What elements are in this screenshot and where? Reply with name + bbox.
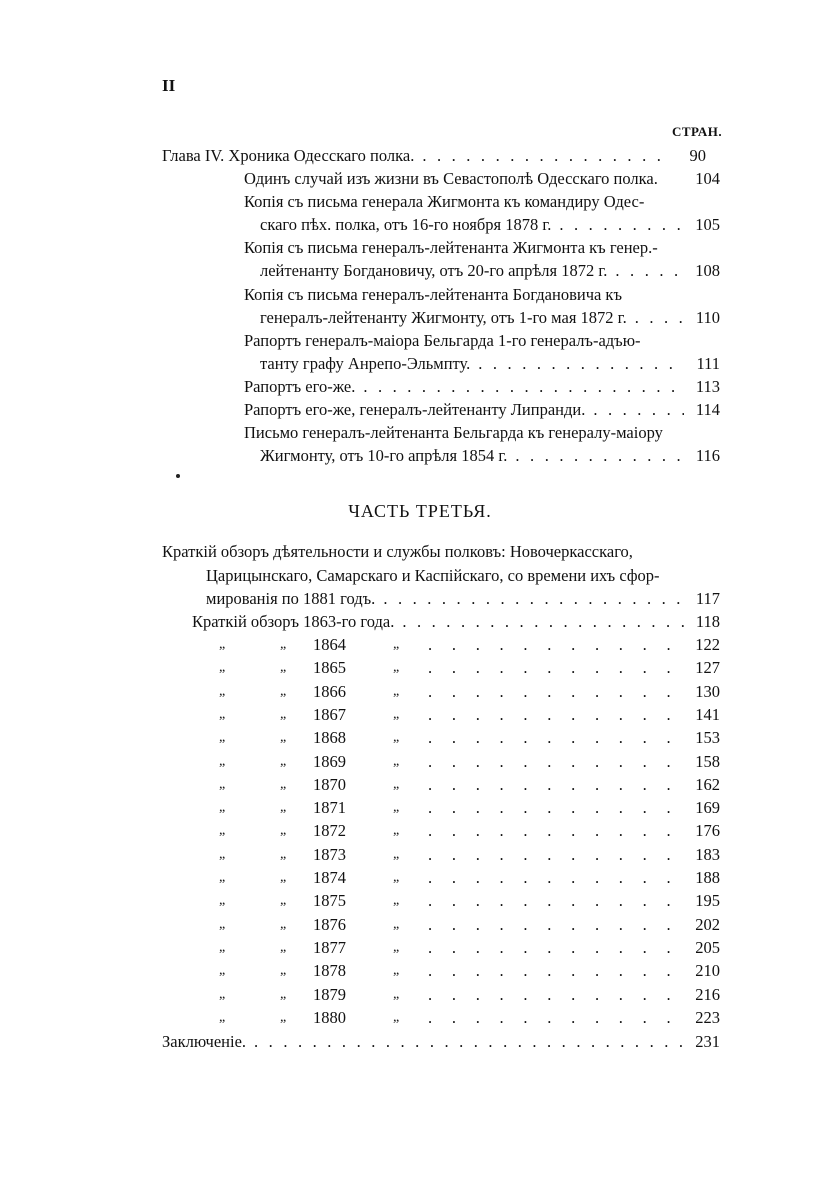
toc-entry [206, 588, 720, 610]
dot-leader [478, 353, 684, 375]
toc-page-number: 223 [695, 1007, 720, 1027]
ditto-mark: „ [219, 916, 226, 932]
year-row [0, 820, 840, 842]
ditto-mark: „ [393, 800, 400, 816]
ditto-mark: „ [219, 986, 226, 1002]
toc-page-number: 205 [695, 937, 720, 957]
toc-entry [244, 399, 720, 421]
dot-leader [515, 445, 684, 467]
toc-entry-text: скаго пѣх. полка, отъ 16-го ноября 1878 г. [260, 215, 552, 234]
toc-page-number: 90 [689, 146, 706, 165]
year-label: 1868 [313, 728, 346, 748]
dot-leader [428, 797, 672, 819]
toc-entry [260, 260, 720, 282]
toc-entry [192, 611, 720, 633]
ditto-mark: „ [393, 939, 400, 955]
year-label: 1876 [313, 914, 346, 934]
ditto-mark: „ [219, 1009, 226, 1025]
ditto-mark: „ [280, 660, 287, 676]
dot-leader [428, 867, 672, 889]
ditto-mark: „ [393, 753, 400, 769]
dot-leader [615, 260, 684, 282]
ditto-mark: „ [393, 660, 400, 676]
toc-page-number: 183 [695, 844, 720, 864]
toc-page-number: 127 [695, 658, 720, 678]
toc-page-number: 195 [695, 891, 720, 911]
toc-page-number: 141 [695, 704, 720, 724]
year-label: 1871 [313, 798, 346, 818]
ditto-mark: „ [280, 939, 287, 955]
ditto-mark: „ [393, 846, 400, 862]
dot-leader [428, 681, 672, 703]
toc-page-number: 122 [695, 635, 720, 654]
year-row [0, 984, 840, 1006]
toc-page-number: 116 [695, 446, 720, 465]
year-label: 1878 [313, 961, 346, 981]
year-label: 1880 [313, 1007, 346, 1027]
ditto-mark: „ [219, 776, 226, 792]
dot-leader [428, 820, 672, 842]
ditto-mark: „ [219, 683, 226, 699]
dot-leader [254, 1031, 684, 1053]
dot-leader [402, 611, 684, 633]
year-label: 1873 [313, 844, 346, 864]
ditto-mark: „ [393, 1009, 400, 1025]
toc-entry-text: Письмо генералъ-лейтенанта Бельгарда къ генералу-маіору [244, 423, 663, 442]
ditto-mark: „ [219, 800, 226, 816]
ditto-mark: „ [219, 939, 226, 955]
ditto-mark: „ [219, 846, 226, 862]
year-row [0, 751, 840, 773]
year-label: 1866 [313, 681, 346, 701]
toc-entry [244, 168, 720, 190]
toc-page-number: 158 [695, 751, 720, 771]
ditto-mark: „ [219, 706, 226, 722]
toc-page-number: 169 [695, 798, 720, 818]
year-row [0, 937, 840, 959]
year-label: 1865 [313, 658, 346, 678]
toc-page-number: 108 [695, 261, 720, 280]
toc-page-number: 114 [695, 400, 720, 419]
year-label: 1874 [313, 868, 346, 887]
toc-entry [244, 376, 720, 398]
year-label: 1872 [313, 821, 346, 841]
toc-entry-text: танту графу Анрепо-Эльмпту. [260, 354, 471, 373]
dot-leader [383, 588, 684, 610]
toc-entry-text: лейтенанту Богдановичу, отъ 20-го апрѣля 1872 г. [260, 261, 608, 280]
dot-leader [593, 399, 684, 421]
toc-entry-text: Краткій обзоръ 1863-го года. [192, 612, 395, 631]
ditto-mark: „ [280, 986, 287, 1002]
toc-entry-text: Копія съ письма генерала Жигмонта къ командиру Одес- [244, 192, 645, 211]
year-label: 1870 [313, 774, 346, 794]
year-label: 1877 [313, 937, 346, 957]
toc-entry [260, 353, 720, 375]
toc-entry-text: Краткій обзоръ дѣятельности и службы полковъ: Новочеркасскаго, [162, 542, 633, 561]
toc-page-number: 153 [695, 728, 720, 748]
toc-entry [260, 445, 720, 467]
year-row [0, 890, 840, 912]
dot-leader [428, 960, 672, 982]
ditto-mark: „ [219, 870, 226, 885]
dot-leader [363, 376, 684, 398]
dot-leader [422, 145, 670, 167]
ditto-mark: „ [393, 870, 400, 885]
year-row [0, 657, 840, 679]
page-column-header: СТРАН. [672, 124, 723, 139]
ditto-mark: „ [280, 893, 287, 909]
ditto-mark: „ [393, 776, 400, 792]
toc-entry-text: Копія съ письма генералъ-лейтенанта Жигмонта къ генер.- [244, 238, 658, 257]
ditto-mark: „ [219, 893, 226, 909]
page-number: II [162, 76, 176, 95]
toc-page-number: 176 [695, 821, 720, 841]
ditto-mark: „ [393, 823, 400, 839]
ditto-mark: „ [393, 730, 400, 746]
ditto-mark: „ [280, 753, 287, 769]
dot-leader [428, 984, 672, 1006]
toc-page-number: 113 [695, 377, 720, 396]
chapter-label: Глава IV. [162, 146, 225, 165]
dot-leader [428, 844, 672, 866]
ditto-mark: „ [219, 660, 226, 676]
toc-page-number: 231 [695, 1032, 720, 1051]
ditto-mark: „ [280, 706, 287, 722]
ditto-mark: „ [393, 893, 400, 909]
toc-entry-text: Царицынскаго, Самарскаго и Каспійскаго, со времени ихъ сфор- [206, 566, 660, 585]
dot-leader [559, 214, 684, 236]
toc-page-number: 216 [695, 984, 720, 1004]
toc-entry [260, 307, 720, 329]
ditto-mark: „ [219, 753, 226, 769]
toc-page-number: 111 [696, 354, 720, 373]
year-row [0, 681, 840, 703]
toc-entry-text: Копія съ письма генералъ-лейтенанта Богдановича къ [244, 285, 622, 304]
chapter-title: Хроника Одесскаго полка. [228, 146, 415, 165]
toc-page-number: 117 [695, 589, 720, 608]
year-row [0, 634, 840, 656]
year-row [0, 704, 840, 726]
dot-leader [428, 774, 672, 796]
toc-entry-text: Заключеніе. [162, 1032, 247, 1051]
ditto-mark: „ [219, 637, 226, 652]
year-row [0, 797, 840, 819]
year-row [0, 867, 840, 889]
toc-chapter-4 [162, 145, 706, 167]
year-label: 1864 [313, 635, 346, 654]
ditto-mark: „ [280, 916, 287, 932]
ditto-mark: „ [280, 823, 287, 839]
year-label: 1867 [313, 704, 346, 724]
section-title: ЧАСТЬ ТРЕТЬЯ. [348, 501, 492, 521]
toc-page-number: 188 [695, 868, 720, 887]
ditto-mark: „ [280, 846, 287, 862]
ditto-mark: „ [280, 637, 287, 652]
toc-entry-text: Рапортъ его-же, генералъ-лейтенанту Липранди. [244, 400, 586, 419]
ditto-mark: „ [280, 870, 287, 885]
ditto-mark: „ [280, 800, 287, 816]
toc-conclusion [162, 1031, 720, 1053]
year-row [0, 960, 840, 982]
dot-leader [428, 937, 672, 959]
dot-leader [428, 890, 672, 912]
year-row [0, 914, 840, 936]
ditto-mark: „ [393, 963, 400, 979]
toc-page-number: 110 [695, 308, 720, 327]
year-label: 1879 [313, 984, 346, 1004]
toc-page-number: 104 [695, 169, 720, 188]
ditto-mark: „ [280, 963, 287, 979]
toc-page-number: 202 [695, 914, 720, 934]
ditto-mark: „ [280, 776, 287, 792]
toc-page-number: 210 [695, 961, 720, 981]
ditto-mark: „ [280, 730, 287, 746]
toc-entry-text: мированія по 1881 годъ. [206, 589, 376, 608]
year-label: 1869 [313, 751, 346, 771]
dot-leader [428, 634, 672, 656]
ditto-mark: „ [393, 637, 400, 652]
toc-page-number: 162 [695, 774, 720, 794]
year-row [0, 844, 840, 866]
ink-speck [176, 474, 180, 478]
ditto-mark: „ [393, 683, 400, 699]
toc-entry-text: Жигмонту, отъ 10-го апрѣля 1854 г. [260, 446, 508, 465]
year-row [0, 1007, 840, 1029]
ditto-mark: „ [219, 730, 226, 746]
dot-leader [428, 657, 672, 679]
dot-leader [635, 307, 684, 329]
ditto-mark: „ [219, 963, 226, 979]
year-row [0, 774, 840, 796]
toc-page-number: 130 [695, 681, 720, 701]
toc-entry-text: генералъ-лейтенанту Жигмонту, отъ 1-го мая 1872 г. [260, 308, 627, 327]
dot-leader [428, 914, 672, 936]
toc-entry-text: Рапортъ генералъ-маіора Бельгарда 1-го генералъ-адъю- [244, 331, 641, 350]
dot-leader [428, 751, 672, 773]
toc-entry [260, 214, 720, 236]
toc-page-number: 105 [695, 215, 720, 234]
toc-entry-text: Рапортъ его-же. [244, 377, 356, 396]
ditto-mark: „ [393, 706, 400, 722]
toc-entry-text: Одинъ случай изъ жизни въ Севастополѣ Одесскаго полка. [244, 169, 658, 188]
ditto-mark: „ [219, 823, 226, 839]
dot-leader [428, 727, 672, 749]
ditto-mark: „ [393, 916, 400, 932]
dot-leader [428, 1007, 672, 1029]
ditto-mark: „ [393, 986, 400, 1002]
ditto-mark: „ [280, 1009, 287, 1025]
dot-leader [428, 704, 672, 726]
ditto-mark: „ [280, 683, 287, 699]
toc-page-number: 118 [695, 612, 720, 631]
year-label: 1875 [313, 891, 346, 911]
year-row [0, 727, 840, 749]
